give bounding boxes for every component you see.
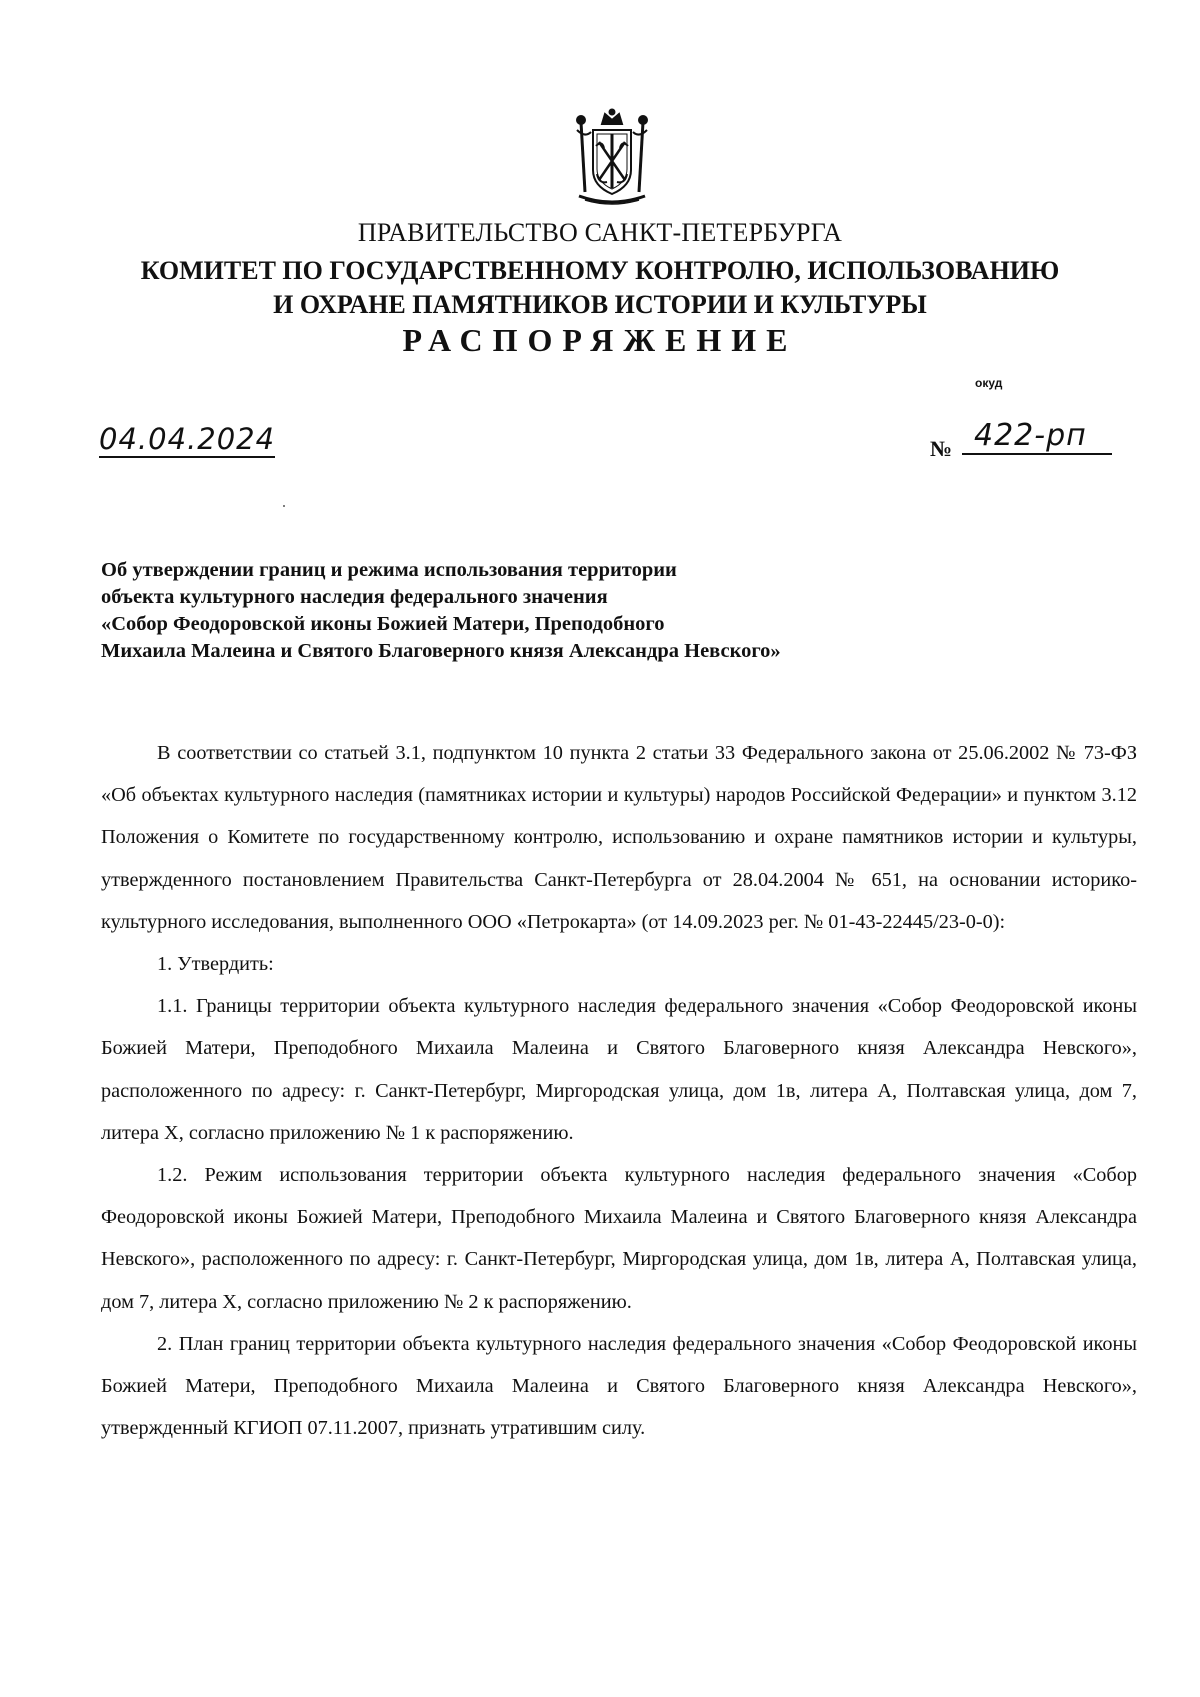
- clause-1: 1. Утвердить:: [157, 953, 274, 976]
- document-number: 422-рп: [974, 418, 1087, 453]
- clause-1-2: 1.2. Режим использования территории объекта культурного наследия федерального значения «Собор Феодоровской иконы Божией Матери, Преподобного Михаила Малеина и Святого Благоверного князя Александра Невского», расположенного по адресу: г. Санкт-Петербург, Миргородская улица, дом 1в, литера А, Полтавская улица, дом 7, литера Х, согласно приложению № 2 к распоряжению.: [101, 1164, 1137, 1313]
- clause-2: 2. План границ территории объекта культурного наследия федерального значения «Собор Феодоровской иконы Божией Матери, Преподобного Михаила Малеина и Святого Благоверного князя Александра Невского», утвержденный КГИОП 07.11.2007, признать утратившим силу.: [101, 1332, 1137, 1440]
- scan-speck: [283, 505, 285, 507]
- clause-1-1: 1.1. Границы территории объекта культурного наследия федерального значения «Собор Феодоровской иконы Божией Матери, Преподобного Михаила Малеина и Святого Благоверного князя Александра Невского», расположенного по адресу: г. Санкт-Петербург, Миргородская улица, дом 1в, литера А, Полтавская улица, дом 7, литера Х, согласно приложению № 1 к распоряжению.: [101, 995, 1137, 1144]
- coat-of-arms-icon: [569, 108, 655, 208]
- subject-line: объекта культурного наследия федерального значения: [101, 586, 608, 608]
- number-underline: [962, 453, 1112, 455]
- document-type-title: РАСПОРЯЖЕНИЕ: [402, 322, 798, 358]
- committee-name-line1: КОМИТЕТ ПО ГОСУДАРСТВЕННОМУ КОНТРОЛЮ, ИСПОЛЬЗОВАНИЮ: [140, 256, 1060, 285]
- subject-line: Об утверждении границ и режима использования территории: [101, 559, 677, 581]
- document-date: 04.04.2024: [99, 422, 276, 456]
- number-sign: №: [930, 436, 953, 461]
- subject-line: Михаила Малеина и Святого Благоверного князя Александра Невского»: [101, 640, 781, 662]
- subject-line: «Собор Феодоровской иконы Божией Матери, Преподобного: [101, 613, 665, 635]
- preamble-paragraph: В соответствии со статьей 3.1, подпунктом 10 пункта 2 статьи 33 Федерального закона от 25.06.2002 № 73-ФЗ «Об объектах культурного наследия (памятниках истории и культуры) народов Российской Федерации» и пунктом 3.12 Положения о Комитете по государственному контролю, использованию и охране памятников истории и культуры, утвержденного постановлением Правительства Санкт-Петербурга от 28.04.2004 № 651, на основании историко-культурного исследования, выполненного ООО «Петрокарта» (от 14.09.2023 рег. № 01-43-22445/23-0-0):: [101, 742, 1137, 933]
- document-subject: [101, 557, 961, 665]
- okud-label: окуд: [975, 376, 1003, 390]
- government-name: ПРАВИТЕЛЬСТВО САНКТ-ПЕТЕРБУРГА: [357, 218, 843, 247]
- committee-name-line2: И ОХРАНЕ ПАМЯТНИКОВ ИСТОРИИ И КУЛЬТУРЫ: [273, 290, 927, 319]
- document-body: [101, 732, 1137, 1449]
